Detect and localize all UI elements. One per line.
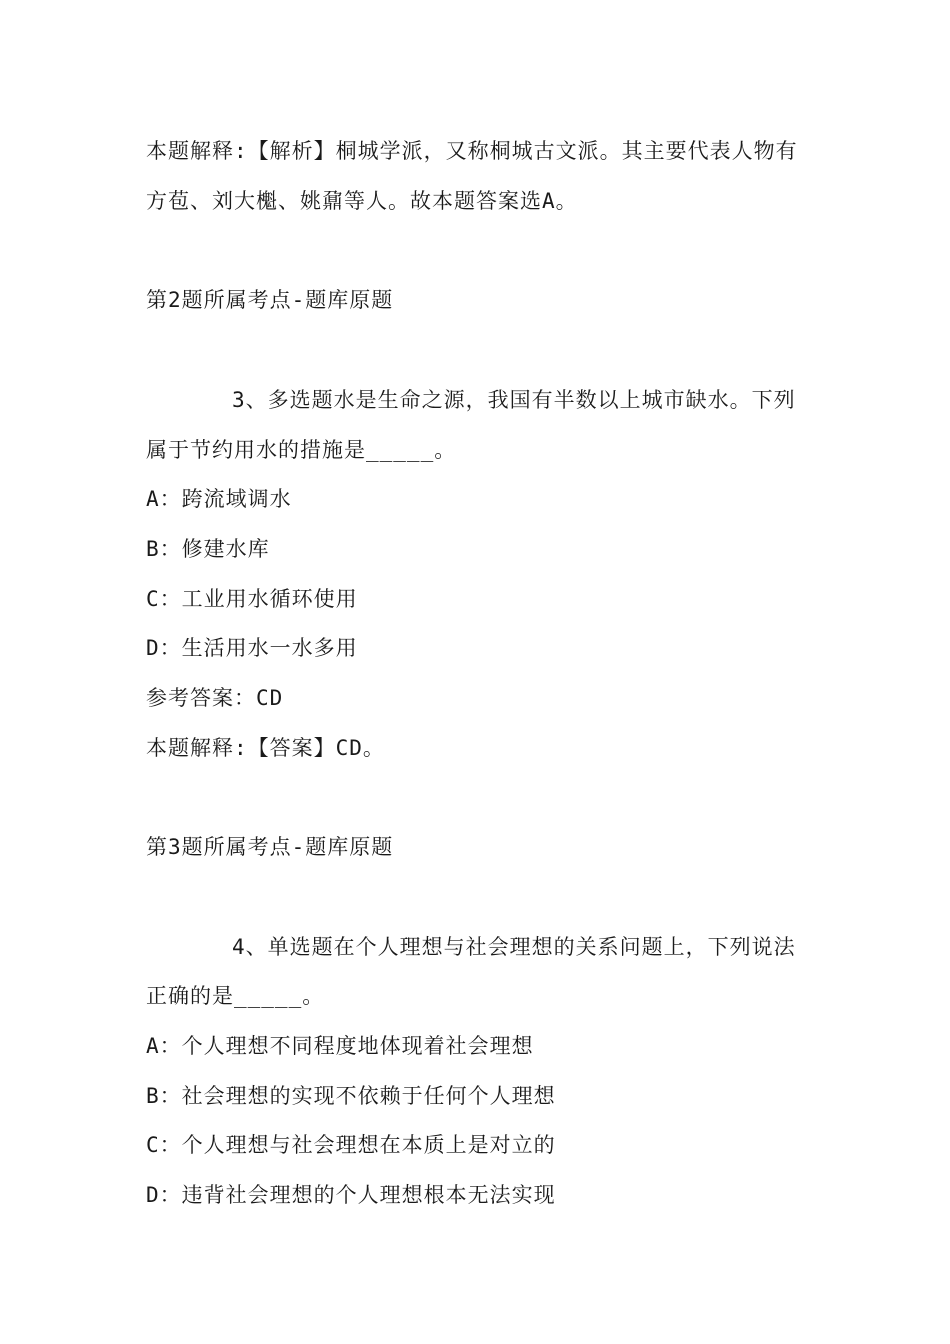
q4-option-b: B：社会理想的实现不依赖于任何个人理想 (146, 1084, 556, 1108)
q4-option-d: D：违背社会理想的个人理想根本无法实现 (146, 1183, 556, 1207)
q3-question-line2: 属于节约用水的措施是_____。 (146, 438, 457, 462)
q4-question-line2: 正确的是_____。 (146, 984, 325, 1008)
q4-option-a: A：个人理想不同程度地体现着社会理想 (146, 1034, 534, 1058)
q3-option-b: B：修建水库 (146, 537, 270, 561)
q4-option-c: C：个人理想与社会理想在本质上是对立的 (146, 1133, 556, 1157)
q3-option-d: D：生活用水一水多用 (146, 636, 358, 660)
q3-answer: 参考答案：CD (146, 686, 284, 710)
q3-option-a: A：跨流域调水 (146, 487, 292, 511)
q3-explanation: 本题解释:【答案】CD。 (146, 736, 385, 760)
q3-knowledge-point: 第3题所属考点-题库原题 (146, 835, 394, 859)
q3-option-c: C：工业用水循环使用 (146, 587, 358, 611)
q3-question-line1: 3、多选题水是生命之源，我国有半数以上城市缺水。下列 (232, 388, 796, 412)
q2-explanation-line2: 方苞、刘大櫆、姚鼐等人。故本题答案选A。 (146, 189, 578, 213)
q2-explanation-line1: 本题解释:【解析】桐城学派，又称桐城古文派。其主要代表人物有 (146, 139, 798, 163)
q4-question-line1: 4、单选题在个人理想与社会理想的关系问题上，下列说法 (232, 935, 796, 959)
q2-knowledge-point: 第2题所属考点-题库原题 (146, 288, 394, 312)
